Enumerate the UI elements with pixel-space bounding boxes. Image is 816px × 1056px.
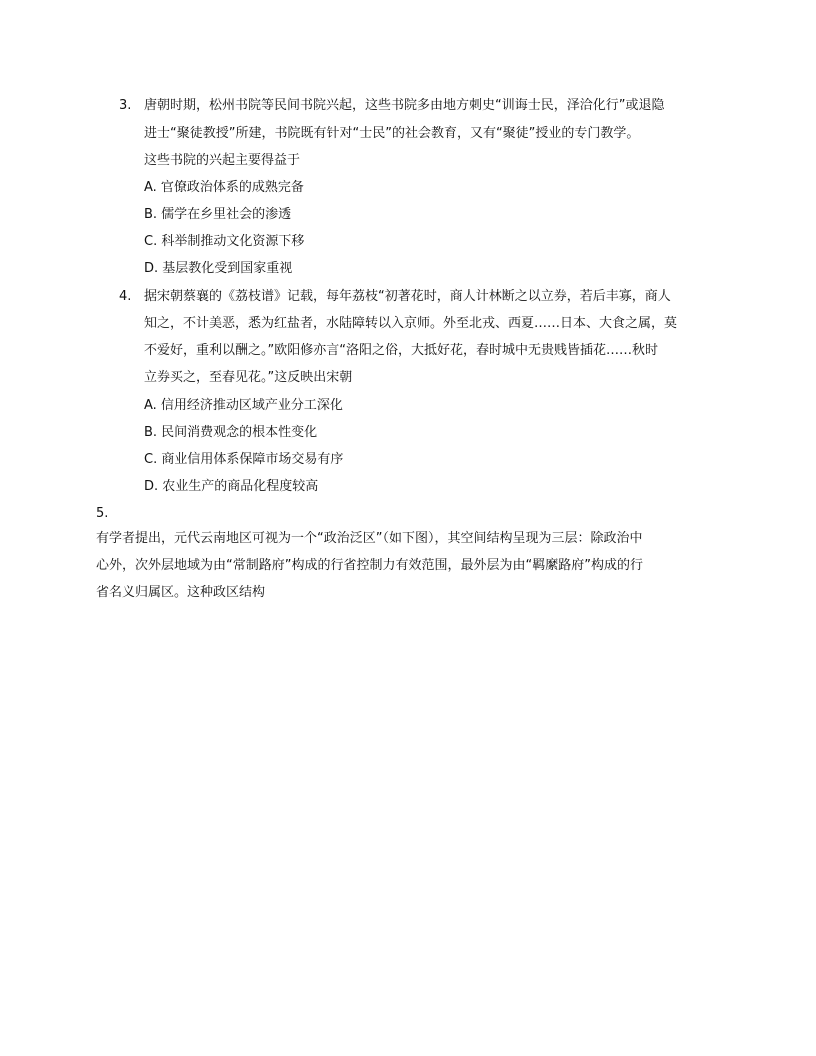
question-text-line: 立券买之，至春见花。”这反映出宋朝 bbox=[144, 370, 353, 385]
option-b: B. 民间消费观念的根本性变化 bbox=[144, 425, 318, 440]
question-text-line: 唐朝时期，松州书院等民间书院兴起，这些书院多由地方刺史“训诲士民，泽洽化行”或退隐 bbox=[144, 98, 665, 113]
question-text-line: 省名义归属区。这种政区结构 bbox=[96, 585, 266, 600]
question-text-line: 有学者提出，元代云南地区可视为一个“政治泛区”（如下图），其空间结构呈现为三层：除政治中 bbox=[96, 531, 643, 546]
question-number: 5. bbox=[96, 506, 109, 521]
option-c: C. 科举制推动文化资源下移 bbox=[144, 234, 305, 249]
option-a: A. 官僚政治体系的成熟完备 bbox=[144, 180, 304, 195]
question-number: 4. bbox=[119, 289, 132, 304]
question-number: 3. bbox=[119, 98, 132, 113]
option-b: B. 儒学在乡里社会的渗透 bbox=[144, 207, 292, 222]
question-text-line: 知之，不计美恶，悉为红盐者，水陆障转以入京师。外至北戎、西夏……日本、大食之属，莫 bbox=[144, 316, 678, 331]
option-d: D. 农业生产的商品化程度较高 bbox=[144, 479, 319, 494]
question-text-line: 心外，次外层地域为由“常制路府”构成的行省控制力有效范围，最外层为由“羁縻路府”构成的行 bbox=[96, 558, 643, 573]
option-a: A. 信用经济推动区域产业分工深化 bbox=[144, 398, 343, 413]
option-d: D. 基层教化受到国家重视 bbox=[144, 261, 293, 276]
question-text-line: 不爱好，重利以酬之。”欧阳修亦言“洛阳之俗，大抵好花，春时城中无贵贱皆插花……秋时 bbox=[144, 343, 658, 358]
question-text-line: 据宋朝蔡襄的《荔枝谱》记载，每年荔枝“初著花时，商人计林断之以立券，若后丰寡，商人 bbox=[144, 289, 671, 304]
question-text-line: 进士“聚徒教授”所建，书院既有针对“士民”的社会教育，又有“聚徒”授业的专门教学。 bbox=[144, 126, 640, 141]
option-c: C. 商业信用体系保障市场交易有序 bbox=[144, 452, 344, 467]
question-text-line: 这些书院的兴起主要得益于 bbox=[144, 153, 301, 168]
